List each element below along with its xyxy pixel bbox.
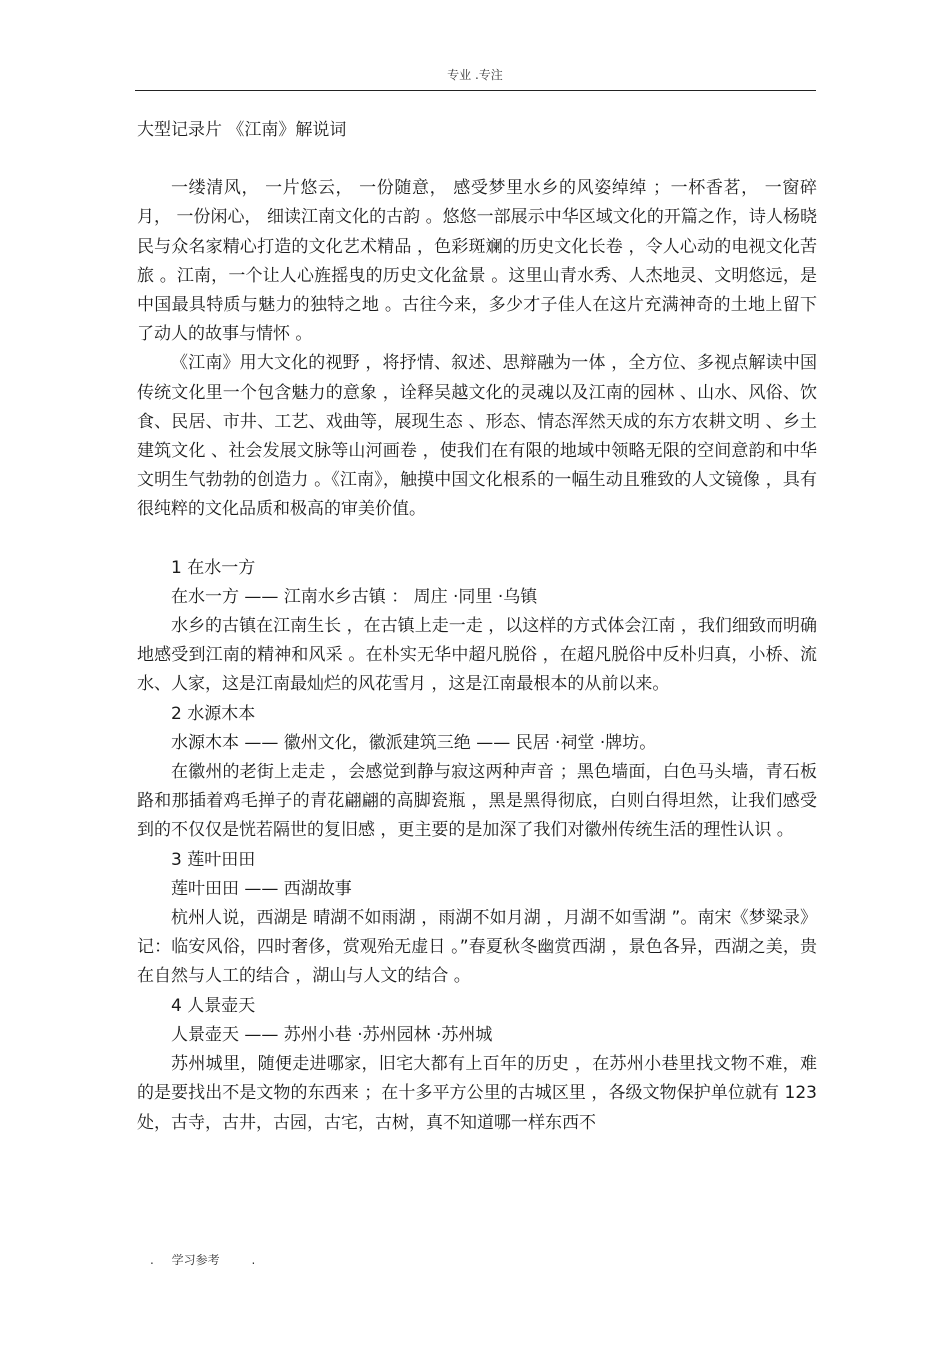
document-title: 大型记录片 《江南》解说词: [137, 120, 347, 140]
section-3-heading: 3 莲叶田田: [171, 849, 256, 870]
section-2-heading: 2 水源木本: [171, 703, 256, 724]
footer-dot-right: .: [251, 1253, 256, 1267]
section-spacer: [137, 525, 817, 554]
page-header: 专业 .专注: [447, 68, 503, 82]
document-body: [137, 116, 817, 1138]
section-1-subtitle: 在水一方 —— 江南水乡古镇 ： 周庄 ·同里 ·乌镇: [171, 586, 538, 607]
intro-paragraph-1: 一缕清风， 一片悠云， 一份随意， 感受梦里水乡的风姿绰绰 ；一杯香茗， 一窗碎月， 一份闲心， 细读江南文化的古韵 。悠悠一部展示中华区域文化的开篇之作，诗人杨晓民与众名家精心打造的文化艺术精品 ，色彩斑斓的历史文化长卷 ，令人心动的电视文化苦旅 。江南，一个让人心旌摇曳的历史文化盆景 。这里山青水秀、人杰地灵、文明悠远，是中国最具特质与魅力的独特之地 。古往今来，多少才子佳人在这片充满神奇的土地上留下了动人的故事与情怀 。: [137, 178, 817, 345]
header-divider: [135, 90, 816, 91]
footer-dot-left: .: [150, 1253, 154, 1267]
section-2-subtitle: 水源木本 —— 徽州文化，徽派建筑三绝 —— 民居 ·祠堂 ·牌坊。: [171, 732, 657, 753]
section-2-body: 在徽州的老街上走走 ，会感觉到静与寂这两种声音 ；黑色墙面，白色马头墙，青石板路和那插着鸡毛掸子的青花翩翩的高脚瓷瓶 ，黑是黑得彻底，白则白得坦然，让我们感受到的不仅仅是恍若隔世的复旧感 ，更主要的是加深了我们对徽州传统生活的理性认识 。: [137, 762, 817, 841]
footer-text: 学习参考: [171, 1253, 220, 1267]
section-4-subtitle: 人景壶天 —— 苏州小巷 ·苏州园林 ·苏州城: [171, 1024, 493, 1045]
section-3-body: 杭州人说，西湖是 晴湖不如雨湖 ，雨湖不如月湖 ，月湖不如雪湖 ”。南宋《梦粱录》记：临安风俗，四时奢侈，赏观殆无虚日 。”春夏秋冬幽赏西湖 ，景色各异，西湖之美，贵在自然与人工的结合 ，湖山与人文的结合 。: [137, 908, 817, 987]
title-spacer: [137, 145, 817, 174]
section-3-subtitle: 莲叶田田 —— 西湖故事: [171, 878, 352, 899]
section-1-body: 水乡的古镇在江南生长 ，在古镇上走一走 ，以这样的方式体会江南 ，我们细致而明确地感受到江南的精神和风采 。在朴实无华中超凡脱俗 ，在超凡脱俗中反朴归真，小桥、流水、人家，这是江南最灿烂的风花雪月 ，这是江南最根本的从前以来。: [137, 616, 817, 695]
section-4-heading: 4 人景壶天: [171, 995, 256, 1016]
page-footer: [150, 1251, 255, 1268]
section-1-heading: 1 在水一方: [171, 557, 256, 578]
section-4-body: 苏州城里，随便走进哪家，旧宅大都有上百年的历史 ，在苏州小巷里找文物不难，难的是要找出不是文物的东西来 ；在十多平方公里的古城区里 ，各级文物保护单位就有 123 处，古寺，古井，古园，古宅，古树，真不知道哪一样东西不: [137, 1054, 817, 1133]
intro-paragraph-2: 《江南》用大文化的视野 ，将抒情、叙述、思辩融为一体 ，全方位、多视点解读中国传统文化里一个包含魅力的意象 ，诠释吴越文化的灵魂以及江南的园林 、山水、风俗、饮食、民居、市井、工艺、戏曲等，展现生态 、形态、情态浑然天成的东方农耕文明 、乡土建筑文化 、社会发展文脉等山河画卷 ，使我们在有限的地域中领略无限的空间意韵和中华文明生气勃勃的创造力 。《江南》，触摸中国文化根系的一幅生动且雅致的人文镜像 ，具有很纯粹的文化品质和极高的审美价值。: [137, 353, 817, 520]
